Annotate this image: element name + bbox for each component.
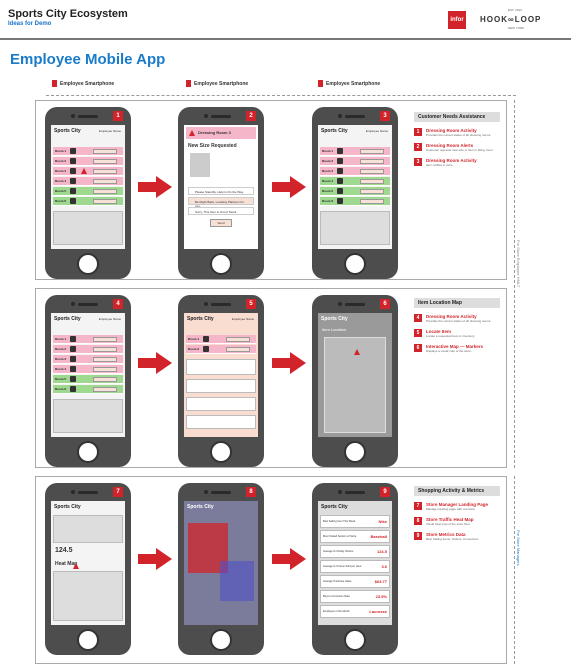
- metric-row: Average Purchase Value $63.77: [320, 575, 390, 588]
- metric-row: Average # of Items Sold per Hour 3.6: [320, 560, 390, 573]
- home-button[interactable]: [77, 441, 99, 463]
- badge: 1: [113, 111, 123, 121]
- panel-1: Customer Needs Assistance 1 Dressing Room Activity Provides the current status of all dressing rooms. 2 Dressing Room Alerts Customer requests new size or item in fitting room. 3 Dressing Room Activity Item notifies in store.: [414, 112, 500, 167]
- row-button[interactable]: [93, 199, 117, 204]
- side-label-1: For Store Employee HMLT: [516, 240, 521, 288]
- page-title: Employee Mobile App: [10, 51, 166, 68]
- home-button[interactable]: [210, 629, 232, 651]
- metric-row: Employee of the Month Lacrosse: [320, 605, 390, 618]
- hook-city: NEW YORK: [508, 26, 525, 30]
- home-button[interactable]: [210, 253, 232, 275]
- badge: 6: [380, 299, 390, 309]
- column-head-1: Employee Smartphone: [52, 80, 114, 87]
- brand-subtitle: Ideas for Demo: [8, 21, 52, 27]
- app-user: Employee Name: [98, 129, 121, 133]
- column-head-3: Employee Smartphone: [318, 80, 380, 87]
- home-button[interactable]: [210, 441, 232, 463]
- phone-icon: [318, 80, 323, 87]
- heat-zone: [220, 561, 254, 601]
- home-button[interactable]: [77, 253, 99, 275]
- row-button[interactable]: [93, 149, 117, 154]
- phone-icon: [186, 80, 191, 87]
- screen-3: Sports City Employee Name 3 Room 1 Room 2 Room 3 Room 4 Room 5 Room 6: [318, 125, 392, 249]
- arrow-icon: [138, 548, 172, 570]
- map-marker-icon[interactable]: [354, 349, 360, 355]
- side-label-2: For Store Managers: [516, 530, 521, 566]
- hook-est: EST. 2013: [508, 8, 522, 12]
- badge: 4: [113, 299, 123, 309]
- send-button[interactable]: Send: [210, 219, 232, 227]
- screen-9: Sports City 9 Best Selling Item This Week Nike Most Visited Section of Store Baseball Average # of Daily Visitors 124.5 Average # of Items Sold per Hour 3.6 Average Purchase Value $63.77 Buyer Conversion Rate 23.5% Employee of the Month Lacrosse: [318, 501, 392, 625]
- arrow-icon: [272, 176, 306, 198]
- arrow-icon: [138, 352, 172, 374]
- alert-bar: Dressing Room 3: [186, 127, 256, 139]
- kpi-value: 124.5: [55, 547, 73, 554]
- image-placeholder: [53, 211, 123, 245]
- arrow-icon: [272, 548, 306, 570]
- phone-6: [312, 295, 398, 467]
- phone-2: [178, 107, 264, 279]
- screen-1: Sports City Employee Name 1 Room 1 Room 2 Room 3 Room 4 Room 5 Room 6: [51, 125, 125, 249]
- arrow-icon: [272, 352, 306, 374]
- hook-loop-logo: HOOK∞LOOP: [480, 15, 542, 24]
- badge: 3: [380, 111, 390, 121]
- row-button[interactable]: [93, 159, 117, 164]
- metric-row: Average # of Daily Visitors 124.5: [320, 545, 390, 558]
- screen-4: Sports City Employee Name 4 Room 1 Room 2 Room 3 Room 4 Room 5 Room 6: [51, 313, 125, 437]
- heat-map-label[interactable]: Heat Map: [55, 561, 78, 567]
- home-button[interactable]: [77, 629, 99, 651]
- phone-8: [178, 483, 264, 655]
- option-3[interactable]: Sorry, This Item is Out of Stock.: [188, 207, 254, 215]
- column-head-2: Employee Smartphone: [186, 80, 248, 87]
- arrow-icon: [138, 176, 172, 198]
- badge: 8: [246, 487, 256, 497]
- infor-logo: infor: [448, 11, 466, 29]
- side-bracket-1: [505, 100, 515, 468]
- metric-row: Most Visited Section of Store Baseball: [320, 530, 390, 543]
- badge: 9: [380, 487, 390, 497]
- phone-icon: [52, 80, 57, 87]
- side-bracket-2: [505, 476, 515, 664]
- request-title: New Size Requested: [188, 143, 237, 149]
- phone-9: [312, 483, 398, 655]
- option-1[interactable]: Please Standby. Help is On the Way.: [188, 187, 254, 195]
- screen-2: [184, 113, 258, 249]
- phone-5: [178, 295, 264, 467]
- app-title: Sports City: [54, 128, 81, 134]
- screen-8: Sports City 8: [184, 501, 258, 625]
- divider: [46, 95, 516, 96]
- home-button[interactable]: [344, 629, 366, 651]
- home-button[interactable]: [344, 441, 366, 463]
- row-button[interactable]: [93, 189, 117, 194]
- metric-row: Best Selling Item This Week Nike: [320, 515, 390, 528]
- badge: 7: [113, 487, 123, 497]
- phone-1: [45, 107, 131, 279]
- home-button[interactable]: [344, 253, 366, 275]
- panel-2: Item Location Map 4 Dressing Room Activity Provides the current status of all dressing rooms. 5 Locate Item Locate a requested item in inventory. 6 Interactive Map — Markers Displays a visual map of the store.: [414, 298, 500, 353]
- badge: 2: [246, 111, 256, 121]
- brand-title: Sports City Ecosystem: [8, 8, 128, 20]
- phone-4: [45, 295, 131, 467]
- phone-7: [45, 483, 131, 655]
- metric-row: Buyer Conversion Rate 23.5%: [320, 590, 390, 603]
- phone-3: [312, 107, 398, 279]
- header: [0, 0, 571, 40]
- screen-7: Sports City 7 124.5 Heat Map: [51, 501, 125, 625]
- screen-5: Sports City Employee Name 5 Room 1 Room 2: [184, 313, 258, 437]
- option-2[interactable]: Be Right Back, Locating Platinum for you.: [188, 197, 254, 205]
- panel-3: Shopping Activity & Metrics 7 Store Manager Landing Page Manager landing page with overview. 8 Store Traffic Heat Map Visual heat map of the store floor. 9 Store Metrics Data Best Selling Items, Visitors, Conversion.: [414, 486, 500, 541]
- screen-6: Sports City 6 Item Location: [318, 313, 392, 437]
- badge: 5: [246, 299, 256, 309]
- shirt-image: [190, 153, 210, 177]
- row-button[interactable]: [93, 179, 117, 184]
- row-button[interactable]: [93, 169, 117, 174]
